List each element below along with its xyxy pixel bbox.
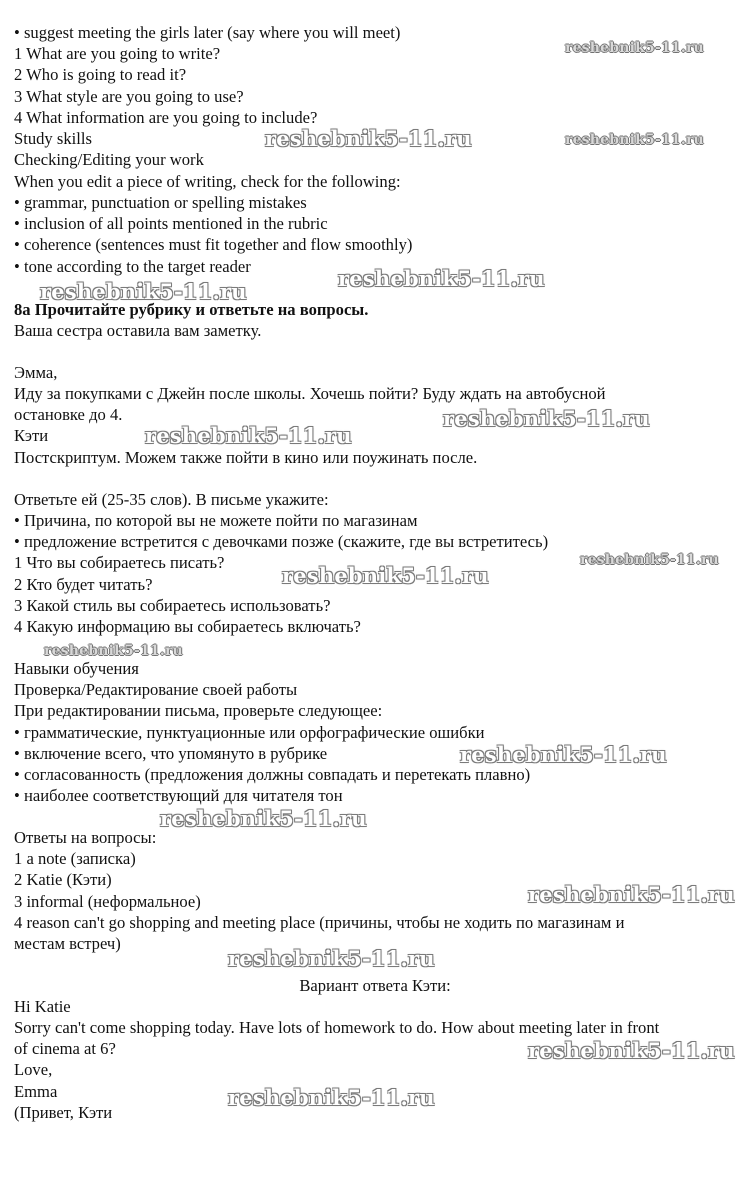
watermark: reshebnik5-11.ru bbox=[338, 266, 545, 291]
answer-line: местам встреч) bbox=[14, 934, 121, 953]
task-heading: 8a Прочитайте рубрику и ответьте на вопросы. bbox=[14, 300, 369, 319]
section-heading: Study skills bbox=[14, 129, 92, 148]
answer-line: 3 informal (неформальное) bbox=[14, 892, 201, 911]
answer-line: 1 a note (записка) bbox=[14, 849, 136, 868]
question-line: 2 Кто будет читать? bbox=[14, 575, 153, 594]
note-body: Иду за покупками с Джейн после школы. Хочешь пойти? Буду ждать на автобусной bbox=[14, 384, 606, 403]
sample-answer-heading: Вариант ответа Кэти: bbox=[299, 976, 451, 995]
watermark: reshebnik5-11.ru bbox=[528, 882, 735, 907]
letter-greeting: Hi Katie bbox=[14, 997, 71, 1016]
section-heading: Навыки обучения bbox=[14, 659, 139, 678]
list-item: • предложение встретится с девочками позже (скажите, где вы встретитесь) bbox=[14, 532, 549, 551]
text-line: 1 What are you going to write? bbox=[14, 44, 221, 63]
text-line: When you edit a piece of writing, check for the following: bbox=[14, 172, 401, 191]
watermark: reshebnik5-11.ru bbox=[282, 563, 489, 588]
watermark: reshebnik5-11.ru bbox=[565, 132, 704, 148]
watermark: reshebnik5-11.ru bbox=[228, 1085, 435, 1110]
letter-body: of cinema at 6? bbox=[14, 1039, 116, 1058]
watermark: reshebnik5-11.ru bbox=[460, 742, 667, 767]
list-item: • grammar, punctuation or spelling mistakes bbox=[14, 193, 307, 212]
note-greeting: Эмма, bbox=[14, 363, 58, 382]
list-item: • inclusion of all points mentioned in the rubric bbox=[14, 214, 328, 233]
watermark: reshebnik5-11.ru bbox=[145, 423, 352, 448]
watermark: reshebnik5-11.ru bbox=[443, 406, 650, 431]
note-body: остановке до 4. bbox=[14, 405, 123, 424]
list-item: • согласованность (предложения должны совпадать и перетекать плавно) bbox=[14, 765, 531, 784]
list-item: • coherence (sentences must fit together and flow smoothly) bbox=[14, 235, 413, 254]
list-item: • включение всего, что упомянуто в рубрике bbox=[14, 744, 328, 763]
text-line: 2 Who is going to read it? bbox=[14, 65, 187, 84]
letter-closing: Love, bbox=[14, 1060, 53, 1079]
watermark: reshebnik5-11.ru bbox=[160, 806, 367, 831]
text-line: Проверка/Редактирование своей работы bbox=[14, 680, 298, 699]
watermark: reshebnik5-11.ru bbox=[44, 643, 183, 659]
note-postscript: Постскриптум. Можем также пойти в кино или поужинать после. bbox=[14, 448, 478, 467]
watermark: reshebnik5-11.ru bbox=[528, 1038, 735, 1063]
answer-line: 4 reason can't go shopping and meeting place (причины, чтобы не ходить по магазинам и bbox=[14, 913, 625, 932]
list-item: • Причина, по которой вы не можете пойти по магазинам bbox=[14, 511, 418, 530]
text-line: 4 What information are you going to include? bbox=[14, 108, 318, 127]
text-line: 3 What style are you going to use? bbox=[14, 87, 244, 106]
watermark: reshebnik5-11.ru bbox=[265, 126, 472, 151]
watermark: reshebnik5-11.ru bbox=[565, 40, 704, 56]
list-item: • грамматические, пунктуационные или орфографические ошибки bbox=[14, 723, 485, 742]
text-line: Ответьте ей (25-35 слов). В письме укажите: bbox=[14, 490, 329, 509]
answers-heading: Ответы на вопросы: bbox=[14, 828, 157, 847]
question-line: 3 Какой стиль вы собираетесь использовать? bbox=[14, 596, 331, 615]
note-signature: Кэти bbox=[14, 426, 49, 445]
watermark: reshebnik5-11.ru bbox=[580, 552, 719, 568]
list-item: • tone according to the target reader bbox=[14, 257, 251, 276]
letter-body: Sorry can't come shopping today. Have lots of homework to do. How about meeting later in front bbox=[14, 1018, 660, 1037]
text-line: При редактировании письма, проверьте следующее: bbox=[14, 701, 383, 720]
text-line: Ваша сестра оставила вам заметку. bbox=[14, 321, 262, 340]
question-line: 1 Что вы собираетесь писать? bbox=[14, 553, 225, 572]
question-line: 4 Какую информацию вы собираетесь включать? bbox=[14, 617, 361, 636]
translation-line: (Привет, Кэти bbox=[14, 1103, 113, 1122]
watermark: reshebnik5-11.ru bbox=[228, 946, 435, 971]
list-item: • наиболее соответствующий для читателя тон bbox=[14, 786, 343, 805]
answer-line: 2 Katie (Кэти) bbox=[14, 870, 112, 889]
letter-signature: Emma bbox=[14, 1082, 58, 1101]
text-line: • suggest meeting the girls later (say where you will meet) bbox=[14, 23, 401, 42]
watermark: reshebnik5-11.ru bbox=[40, 279, 247, 304]
text-line: Checking/Editing your work bbox=[14, 150, 204, 169]
